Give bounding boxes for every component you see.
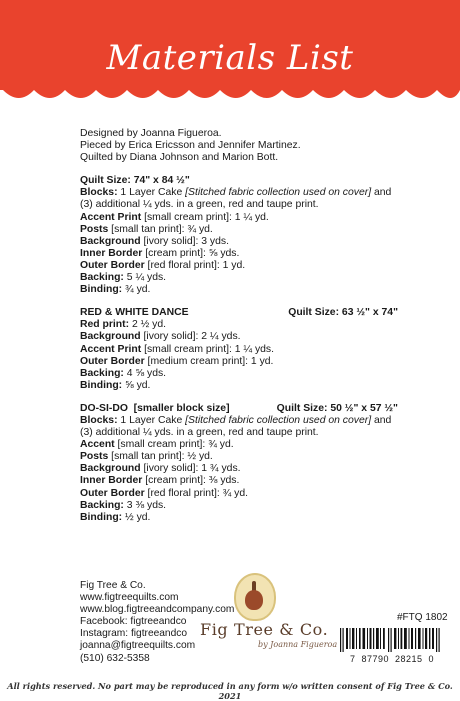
materials-content (80, 128, 440, 524)
section3-inner-border: Inner Border [cream print]: ⅜ yds. (80, 475, 240, 487)
section3-quilt-size: Quilt Size: 50 ½" x 57 ½" (276, 402, 398, 414)
section1-outer-border: Outer Border [red floral print]: 1 yd. (80, 259, 246, 271)
section1-inner-border: Inner Border [cream print]: ⅝ yds. (80, 247, 240, 259)
section3-heading (80, 403, 398, 415)
section3-accent: Accent [small cream print]: ¾ yd. (80, 439, 234, 451)
credit-line: Quilted by Diana Johnson and Marion Bott. (80, 152, 279, 164)
section3-name: DO-SI-DO [smaller block size] (80, 402, 230, 414)
section1-posts: Posts [small tan print]: ¾ yd. (80, 223, 213, 235)
section2-backing: Backing: 4 ⅝ yds. (80, 367, 167, 379)
fig-emblem-icon (234, 573, 276, 621)
section3-blocks: Blocks: 1 Layer Cake [Stitched fabric collection used on cover] and (80, 414, 392, 426)
rights-notice: All rights reserved. No part may be reproduced in any form w/o written consent of Fig Tree & Co. 2021 (7, 681, 453, 701)
section3-binding: Binding: ½ yd. (80, 511, 151, 523)
section2-background: Background [ivory solid]: 2 ¼ yds. (80, 331, 241, 343)
product-sku: #FTQ 1802 (397, 612, 448, 623)
section1-backing: Backing: 5 ¼ yds. (80, 272, 167, 284)
scallop-border (0, 82, 460, 110)
section1-background: Background [ivory solid]: 3 yds. (80, 235, 229, 247)
section3-posts: Posts [small tan print]: ½ yd. (80, 451, 213, 463)
logo-subtitle: by Joanna Figueroa (258, 640, 338, 649)
section3-outer-border: Outer Border [red floral print]: ¾ yd. (80, 487, 249, 499)
section1-blocks: Blocks: 1 Layer Cake [Stitched fabric collection used on cover] and (80, 187, 392, 199)
company-name: Fig Tree & Co. (80, 580, 146, 591)
credit-line: Designed by Joanna Figueroa. (80, 128, 222, 139)
fig-tree-logo (200, 573, 338, 665)
section1-quilt-size: Quilt Size: 74" x 84 ½" (80, 175, 190, 187)
phone-number: (510) 632-5358 (80, 652, 150, 664)
barcode-number: 7 87790 28215 0 (349, 654, 435, 664)
website-link[interactable]: www.figtreequilts.com (80, 592, 179, 604)
section2-outer-border: Outer Border [medium cream print]: 1 yd. (80, 355, 274, 367)
section1-blocks-line2: (3) additional ¼ yds. in a green, red and taupe print. (80, 199, 319, 211)
blog-link[interactable]: www.blog.figtreeandcompany.com (80, 604, 235, 616)
section2-heading (80, 307, 398, 319)
instagram-handle: Instagram: figtreeandco (80, 628, 188, 640)
section3-backing: Backing: 3 ⅜ yds. (80, 499, 167, 511)
section2-accent: Accent Print [small cream print]: 1 ¼ yds. (80, 343, 275, 355)
page-title: Materials List (106, 38, 354, 78)
section3-background: Background [ivory solid]: 1 ¾ yds. (80, 463, 241, 475)
barcode-icon (338, 628, 446, 652)
credit-line: Pieced by Erica Ericsson and Jennifer Martinez. (80, 140, 301, 152)
section2-binding: Binding: ⅝ yd. (80, 379, 151, 391)
section1-accent: Accent Print [small cream print]: 1 ¼ yd. (80, 211, 269, 223)
section2-quilt-size: Quilt Size: 63 ½" x 74" (288, 307, 398, 319)
section3-blocks-line2: (3) additional ¼ yds. in a green, red and taupe print. (80, 427, 319, 439)
email-link[interactable]: joanna@figtreequilts.com (80, 640, 196, 652)
section2-name: RED & WHITE DANCE (80, 307, 189, 319)
section2-red: Red print: 2 ½ yd. (80, 319, 167, 331)
logo-name: Fig Tree & Co. (200, 620, 329, 639)
section1-binding: Binding: ¾ yd. (80, 284, 151, 296)
facebook-handle: Facebook: figtreeandco (80, 616, 187, 628)
